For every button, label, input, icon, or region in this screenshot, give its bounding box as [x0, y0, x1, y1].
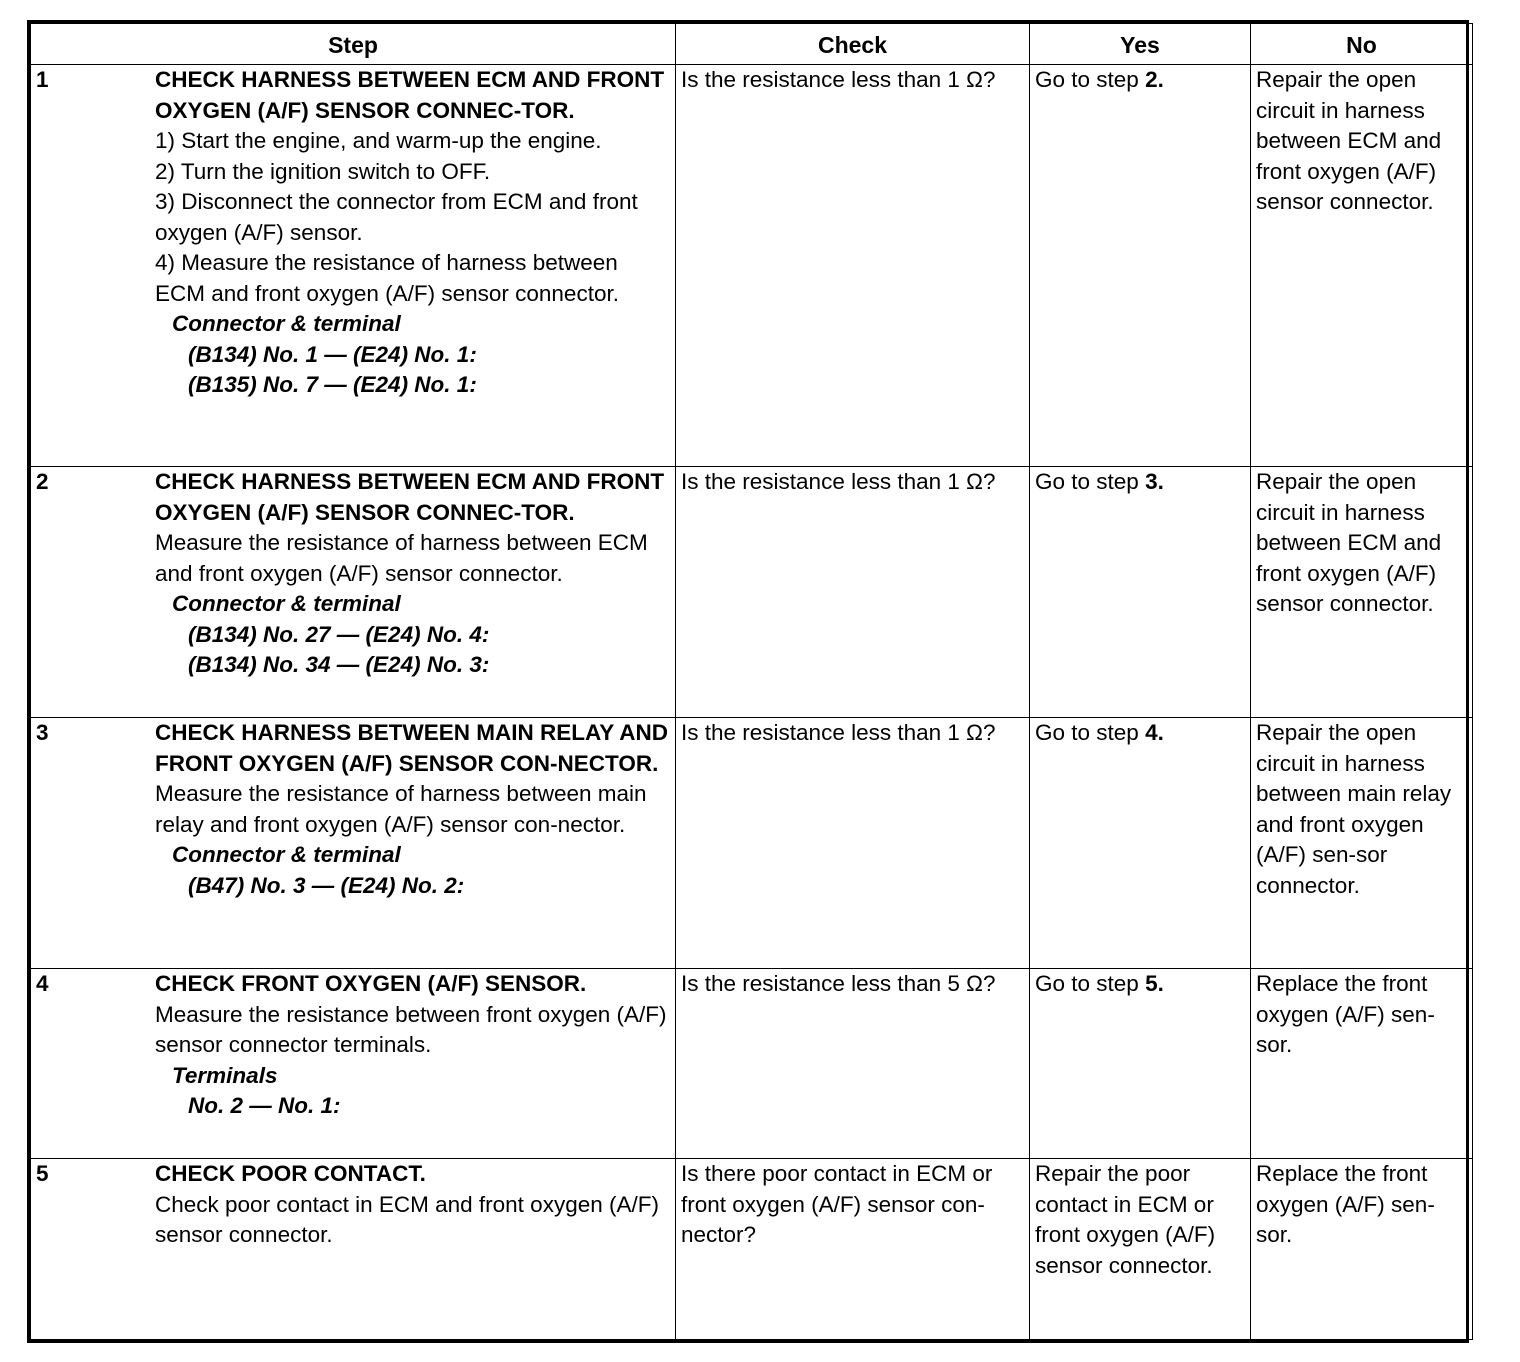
terminal-spec: (B47) No. 3 — (E24) No. 2:	[188, 872, 465, 898]
yes-text: Go to step	[1035, 469, 1139, 494]
check-cell: Is there poor contact in ECM or front oxygen (A/F) sensor con-nector?	[676, 1159, 1030, 1340]
yes-text: Go to step	[1035, 67, 1139, 92]
check-cell: Is the resistance less than 5 Ω?	[676, 969, 1030, 1159]
no-cell: Replace the front oxygen (A/F) sen-sor.	[1251, 969, 1473, 1159]
step-number: 2	[36, 469, 49, 494]
no-cell: Repair the open circuit in harness between main relay and front oxygen (A/F) sen-sor connector.	[1251, 718, 1473, 969]
table-row	[31, 718, 1473, 969]
no-cell: Repair the open circuit in harness between ECM and front oxygen (A/F) sensor connector.	[1251, 467, 1473, 718]
next-step: 5.	[1145, 971, 1164, 996]
table-row	[31, 1159, 1473, 1340]
header-check: Check	[676, 24, 1030, 65]
step-body	[31, 969, 675, 1122]
terminal-spec: (B134) No. 27 — (E24) No. 4:	[188, 621, 490, 647]
step-title: CHECK HARNESS BETWEEN ECM AND FRONT OXYGEN (A/F) SENSOR CONNEC-TOR.	[155, 67, 665, 123]
next-step: 3.	[1145, 469, 1164, 494]
step-number: 3	[36, 720, 49, 745]
terminal-label: Connector & terminal	[172, 842, 401, 867]
step-instruction: 2) Turn the ignition switch to OFF.	[155, 158, 491, 184]
step-instruction: Measure the resistance between front oxygen (A/F) sensor connector terminals.	[155, 1001, 667, 1057]
step-instruction: 4) Measure the resistance of harness between ECM and front oxygen (A/F) sensor connector.	[155, 250, 619, 306]
step-cell	[31, 1159, 676, 1340]
yes-cell	[1030, 718, 1251, 969]
terminal-spec: (B134) No. 1 — (E24) No. 1:	[188, 341, 477, 367]
check-cell: Is the resistance less than 1 Ω?	[676, 65, 1030, 467]
step-instruction: 1) Start the engine, and warm-up the engine.	[155, 128, 602, 153]
terminal-label: Terminals	[172, 1062, 278, 1088]
yes-text: Go to step	[1035, 720, 1139, 745]
table-row	[31, 65, 1473, 467]
yes-cell: Repair the poor contact in ECM or front oxygen (A/F) sensor connector.	[1030, 1159, 1251, 1340]
yes-cell	[1030, 467, 1251, 718]
next-step: 2.	[1145, 67, 1164, 92]
no-cell: Repair the open circuit in harness between ECM and front oxygen (A/F) sensor connector.	[1251, 65, 1473, 467]
step-cell	[31, 65, 676, 467]
header-yes: Yes	[1030, 24, 1251, 65]
next-step: 4.	[1145, 720, 1164, 745]
table-row	[31, 467, 1473, 718]
step-body	[31, 1159, 675, 1251]
check-cell: Is the resistance less than 1 Ω?	[676, 467, 1030, 718]
yes-cell	[1030, 65, 1251, 467]
step-cell	[31, 969, 676, 1159]
diagnostic-table	[30, 23, 1473, 1340]
table-row	[31, 969, 1473, 1159]
yes-text: Go to step	[1035, 971, 1139, 996]
step-title: CHECK HARNESS BETWEEN ECM AND FRONT OXYGEN (A/F) SENSOR CONNEC-TOR.	[155, 469, 665, 525]
terminal-spec: (B134) No. 34 — (E24) No. 3:	[188, 652, 490, 677]
terminal-spec: No. 2 — No. 1:	[188, 1093, 341, 1118]
step-body	[31, 718, 675, 901]
step-number: 1	[36, 67, 49, 92]
yes-cell	[1030, 969, 1251, 1159]
step-title: CHECK HARNESS BETWEEN MAIN RELAY AND FRONT OXYGEN (A/F) SENSOR CON-NECTOR.	[155, 720, 668, 776]
header-step: Step	[31, 24, 676, 65]
step-number: 5	[36, 1161, 49, 1186]
check-cell: Is the resistance less than 1 Ω?	[676, 718, 1030, 969]
step-instruction: Measure the resistance of harness between ECM and front oxygen (A/F) sensor connector.	[155, 530, 648, 586]
step-cell	[31, 467, 676, 718]
no-cell: Replace the front oxygen (A/F) sen-sor.	[1251, 1159, 1473, 1340]
step-instruction: Check poor contact in ECM and front oxygen (A/F) sensor connector.	[155, 1191, 659, 1247]
step-instruction: 3) Disconnect the connector from ECM and front oxygen (A/F) sensor.	[155, 189, 638, 245]
step-body	[31, 467, 675, 681]
step-cell	[31, 718, 676, 969]
terminal-label: Connector & terminal	[172, 311, 401, 336]
terminal-label: Connector & terminal	[172, 591, 401, 616]
step-title: CHECK FRONT OXYGEN (A/F) SENSOR.	[155, 971, 587, 996]
diagnostic-table-frame	[27, 20, 1469, 1343]
step-number: 4	[36, 971, 49, 996]
header-no: No	[1251, 24, 1473, 65]
header-row	[31, 24, 1473, 65]
terminal-spec: (B135) No. 7 — (E24) No. 1:	[188, 372, 477, 397]
step-instruction: Measure the resistance of harness between main relay and front oxygen (A/F) sensor con-nector.	[155, 781, 647, 837]
step-title: CHECK POOR CONTACT.	[155, 1161, 426, 1186]
step-body	[31, 65, 675, 401]
